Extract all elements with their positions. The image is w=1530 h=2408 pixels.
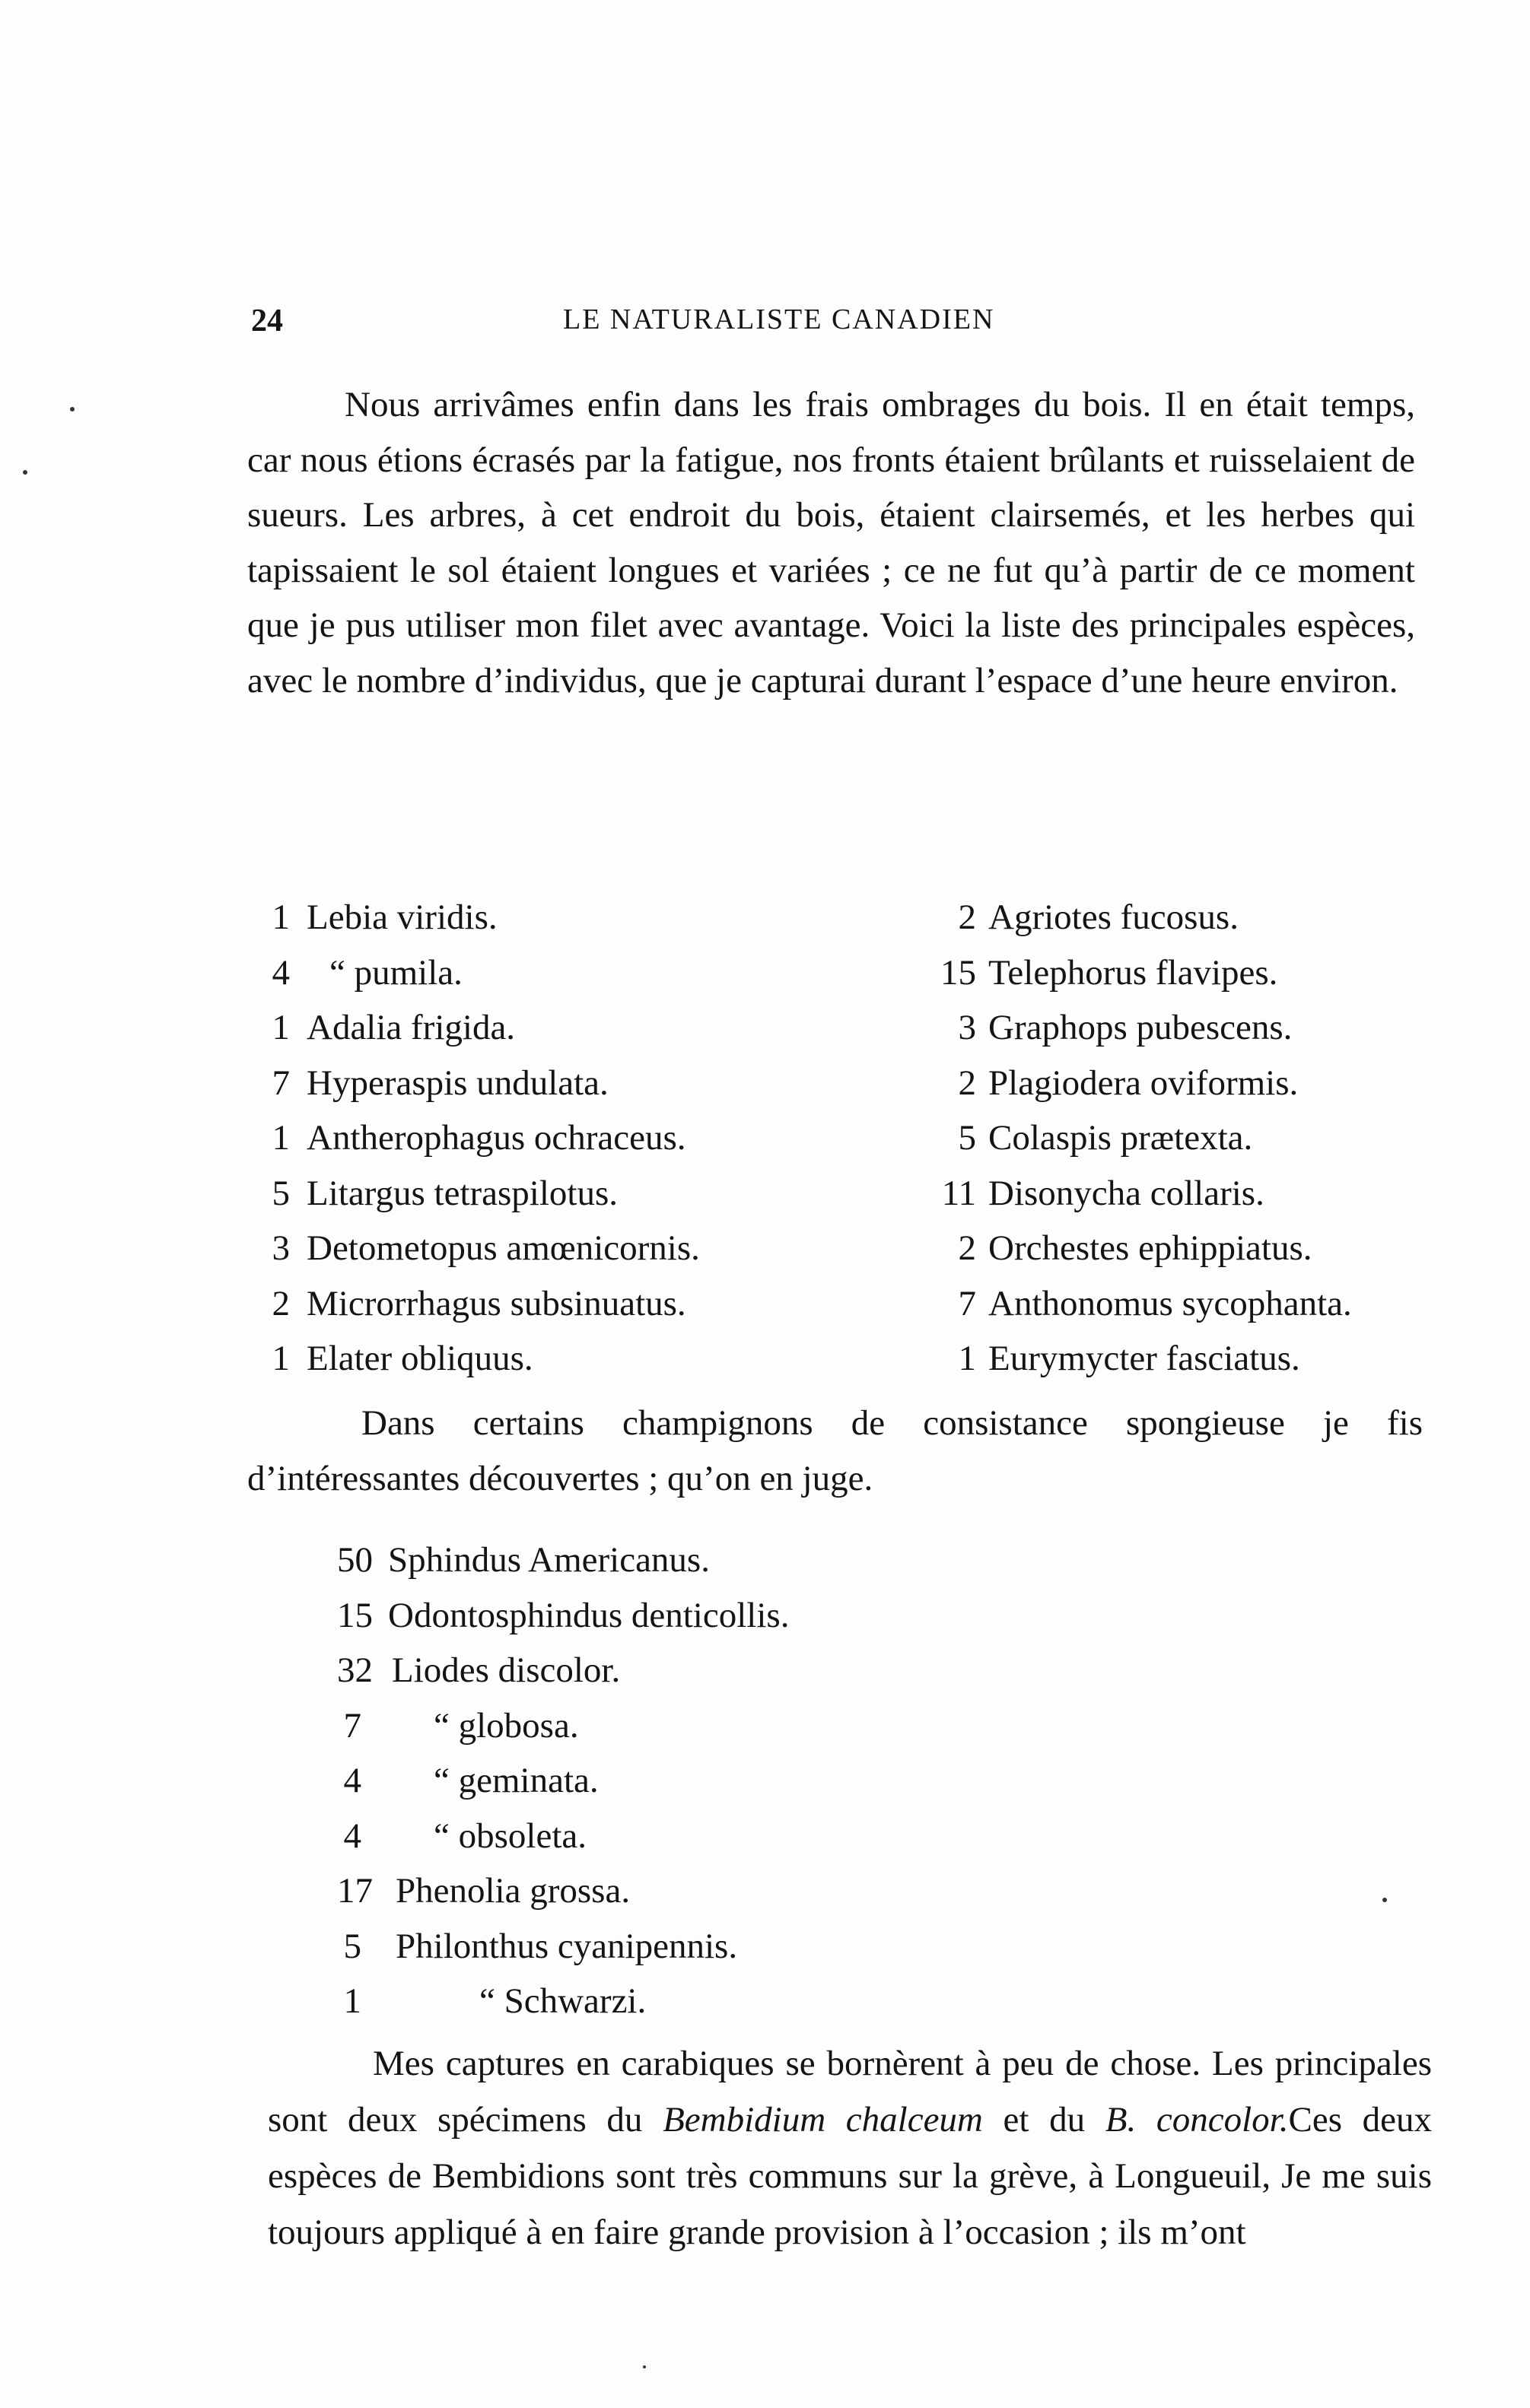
count: 5 [272, 1173, 290, 1213]
species-name: Plagiodera oviformis. [988, 1063, 1299, 1103]
species-name: Elater obliquus. [307, 1339, 533, 1379]
count: 11 [941, 1173, 976, 1213]
scan-speck [70, 407, 75, 411]
count: 1 [958, 1339, 976, 1379]
species-name: Liodes discolor. [392, 1650, 621, 1690]
paragraph-intro: Nous arrivâmes enfin dans les frais ombrages du bois. Il en était temps, car nous étions écrasés par la fatigue, nos fronts étaient brûlants et ruisselaient de sueurs. Les arbres, à cet endroit du bois, étaient clairsemés, et les herbes qui tapissaient le sol étaient longues et variées ; ce ne fut qu’à partir de ce moment que je pus utiliser mon filet avec avantage. Voici la liste des principales espèces, avec le nombre d’individus, que je capturai durant l’espace d’une heure environ. [247, 385, 1415, 700]
count: 2 [272, 1283, 290, 1323]
count: 7 [343, 1705, 361, 1746]
species-name: “ Schwarzi. [479, 1981, 647, 2021]
page-number: 24 [251, 303, 283, 338]
species-name: Philonthus cyanipennis. [396, 1926, 738, 1966]
count: 32 [337, 1650, 373, 1690]
species-name: “ obsoleta. [434, 1816, 587, 1856]
list-item [301, 1809, 985, 1864]
species-name: Disonycha collaris. [988, 1173, 1264, 1213]
count: 4 [343, 1761, 361, 1800]
species-name: Odontosphindus denticollis. [388, 1595, 790, 1635]
count: 1 [343, 1981, 361, 2021]
count: 3 [958, 1008, 976, 1048]
list-item [301, 1919, 985, 1974]
count: 15 [940, 952, 976, 993]
table-row [247, 1056, 1434, 1111]
species-name: Sphindus Americanus. [388, 1540, 710, 1580]
list-item [301, 1643, 985, 1698]
count: 2 [958, 1063, 976, 1103]
species-name: Microrrhagus subsinuatus. [307, 1283, 686, 1323]
species-name: Litargus tetraspilotus. [307, 1173, 619, 1213]
list-item [301, 1753, 985, 1809]
list-item [301, 1533, 985, 1588]
count: 7 [958, 1283, 976, 1323]
species-name: Detometopus amœnicornis. [307, 1228, 700, 1269]
table-row [247, 1000, 1434, 1056]
species-name: Hyperaspis undulata. [307, 1063, 609, 1103]
species-name: Graphops pubescens. [988, 1008, 1293, 1048]
list-item [301, 1863, 985, 1919]
fungi-species-list [301, 1533, 985, 2029]
count: 5 [958, 1118, 976, 1158]
table-row [247, 1166, 1434, 1221]
table-row [247, 945, 1434, 1001]
species-name: Anthonomus sycophanta. [988, 1283, 1352, 1323]
species-name: Colaspis prætexta. [988, 1118, 1253, 1158]
table-row [247, 1110, 1434, 1166]
count: 1 [272, 1339, 290, 1379]
count: 2 [958, 1228, 976, 1269]
count: 1 [272, 1008, 290, 1048]
list-item [301, 1698, 985, 1754]
taxon-italic: B. concolor. [1105, 2100, 1289, 2140]
species-name: Antherophagus ochraceus. [307, 1118, 686, 1158]
table-row [247, 1276, 1434, 1332]
count: 4 [343, 1816, 361, 1856]
table-row [247, 1221, 1434, 1276]
count: 50 [337, 1540, 373, 1580]
list-item [301, 1974, 985, 2029]
page-header [251, 303, 1423, 345]
paragraph-fungi: Dans certains champignons de consistance spongieuse je fis d’intéressantes découvertes ; qu’on en juge. [247, 1403, 1423, 1498]
scan-speck [23, 470, 27, 475]
scan-speck [643, 2365, 646, 2368]
count: 7 [272, 1063, 290, 1103]
species-name: Phenolia grossa. [396, 1871, 631, 1911]
count: 15 [337, 1595, 373, 1635]
paragraph-carabiques [268, 2035, 1432, 2260]
count: 1 [272, 897, 290, 938]
species-name: “ geminata. [434, 1761, 599, 1800]
species-name: Telephorus flavipes. [988, 952, 1278, 993]
species-name: Eurymycter fasciatus. [988, 1339, 1300, 1379]
species-name: Lebia viridis. [307, 897, 498, 938]
table-row [247, 890, 1434, 945]
species-table [247, 890, 1434, 1387]
list-item [301, 1588, 985, 1644]
count: 2 [958, 897, 976, 938]
count: 1 [272, 1118, 290, 1158]
table-row [247, 1331, 1434, 1387]
running-title: LE NATURALISTE CANADIEN [563, 303, 995, 335]
count: 5 [343, 1926, 361, 1966]
count: 17 [337, 1871, 373, 1911]
species-name: Adalia frigida. [307, 1008, 516, 1048]
taxon-italic: Bembidium chalceum [663, 2100, 983, 2140]
paragraph-text: Mes captures en carabiques se bornèrent à peu de chose. Les principales sont deux spécimens du [268, 2044, 1432, 2140]
count: 3 [272, 1228, 290, 1269]
paragraph-text: et du [982, 2100, 1105, 2140]
species-name: Orchestes ephippiatus. [988, 1228, 1312, 1269]
species-name: Agriotes fucosus. [988, 897, 1239, 938]
paragraph-text: Ces deux espèces de Bembidions sont très communs sur la grève, à Longueuil, Je me suis toujours appliqué à en faire grande provision à l’occasion ; ils m’ont [268, 2100, 1432, 2252]
species-name: “ pumila. [329, 952, 463, 993]
count: 4 [272, 952, 290, 993]
species-name: “ globosa. [434, 1705, 579, 1746]
scan-speck [1382, 1898, 1387, 1902]
